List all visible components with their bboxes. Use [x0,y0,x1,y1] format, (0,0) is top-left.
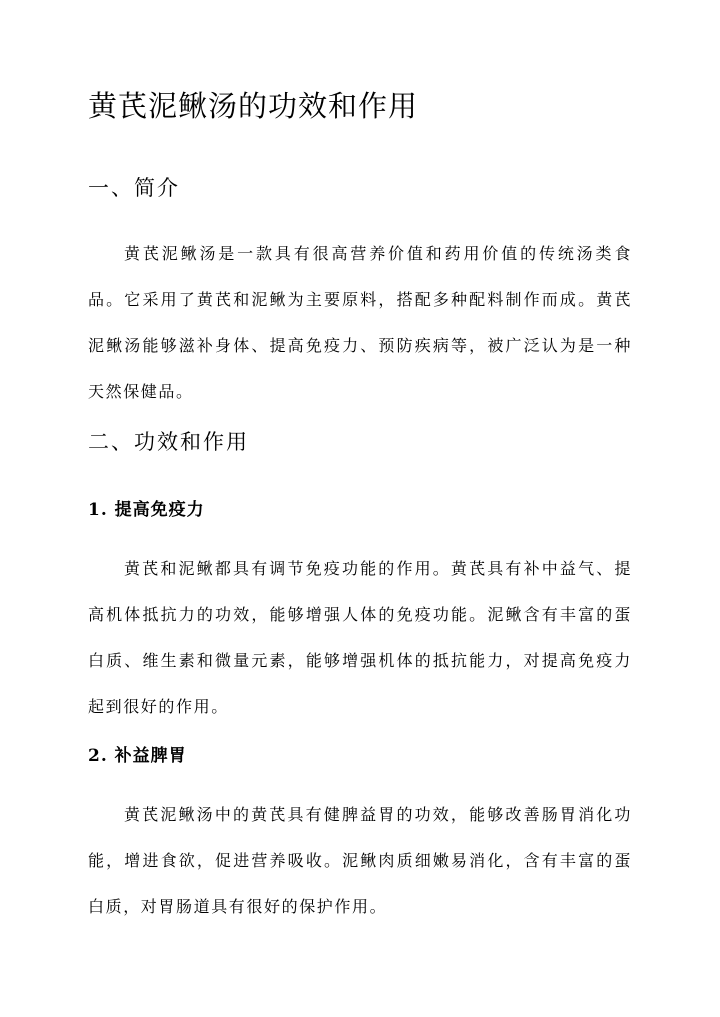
section-heading-intro: 一、简介 [88,176,180,200]
immunity-paragraph: 黄芪和泥鳅都具有调节免疫功能的作用。黄芪具有补中益气、提高机体抵抗力的功效，能够增强人体的免疫功能。泥鳅含有丰富的蛋白质、维生素和微量元素，能够增强机体的抵抗能力，对提高免疫力起到很好的作用。 [88,559,632,716]
subsection-heading-immunity: 1. 提高免疫力 [88,500,205,520]
intro-paragraph: 黄芪泥鳅汤是一款具有很高营养价值和药用价值的传统汤类食品。它采用了黄芪和泥鳅为主要原料，搭配多种配料制作而成。黄芪泥鳅汤能够滋补身体、提高免疫力、预防疾病等，被广泛认为是一种天然保健品。 [88,244,632,401]
subsection-heading-spleen-stomach: 2. 补益脾胃 [88,746,187,766]
document-title: 黄芪泥鳅汤的功效和作用 [88,89,419,123]
spleen-stomach-paragraph: 黄芪泥鳅汤中的黄芪具有健脾益胃的功效，能够改善肠胃消化功能，增进食欲，促进营养吸收。泥鳅肉质细嫩易消化，含有丰富的蛋白质，对胃肠道具有很好的保护作用。 [88,805,632,916]
section-heading-effects: 二、功效和作用 [88,430,249,454]
